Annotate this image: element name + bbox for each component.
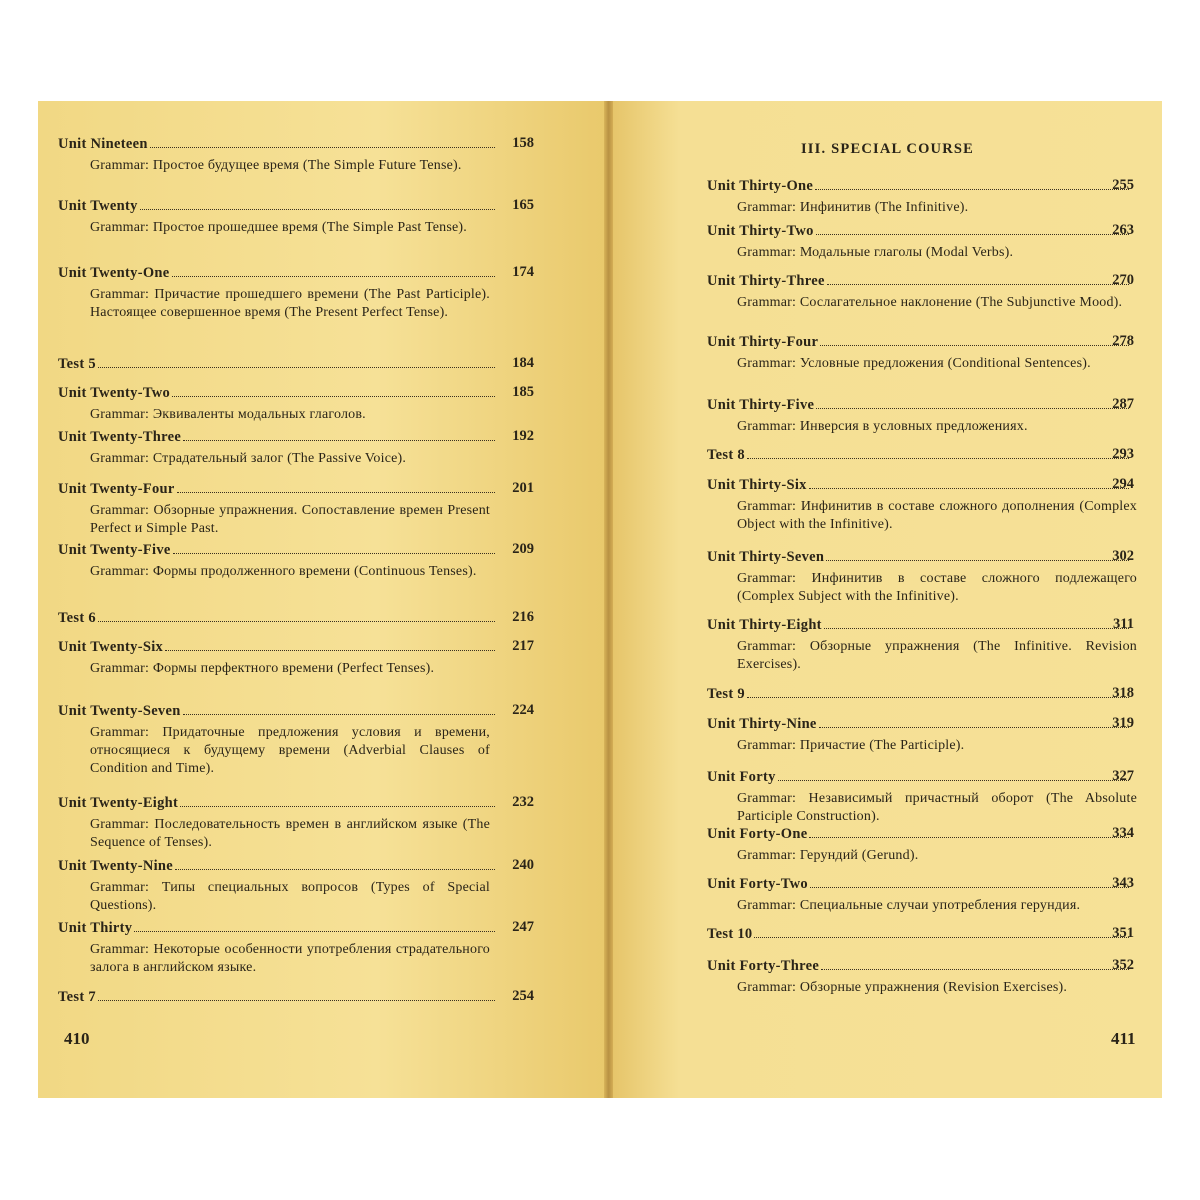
toc-entry — [58, 197, 548, 237]
toc-entry-grammar: Grammar: Инфинитив в составе сложного дополнения (Complex Object with the Infinitive). — [737, 499, 1137, 532]
toc-entry-line — [58, 794, 495, 814]
toc-entry — [58, 919, 548, 977]
toc-entry-title: Unit Thirty-Nine — [707, 716, 817, 732]
toc-entry — [707, 768, 1148, 826]
toc-entry-grammar: Grammar: Простое прошедшее время (The Simple Past Tense). — [90, 220, 467, 235]
toc-entry-title: Unit Thirty — [58, 920, 133, 936]
toc-entry — [58, 428, 548, 468]
toc-entry-title: Unit Twenty-Eight — [58, 795, 179, 811]
toc-entry-page-number: 270 — [1112, 272, 1134, 288]
toc-entry-grammar: Grammar: Придаточные предложения условия и времени, относящиеся к будущему времени (Adverbial Clauses of Condition and Time). — [90, 725, 490, 776]
left-page-number: 410 — [64, 1029, 90, 1048]
toc-entry — [58, 264, 548, 322]
toc-entry-title: Test 5 — [58, 356, 96, 372]
toc-entry-page-number: 184 — [512, 355, 534, 371]
toc-entry-page-number: 217 — [512, 638, 534, 654]
dot-leader — [173, 541, 495, 554]
dot-leader — [809, 476, 1129, 489]
toc-entry-title: Unit Thirty-Seven — [707, 549, 825, 565]
toc-entry-grammar: Grammar: Страдательный залог (The Passive Voice). — [90, 451, 407, 466]
toc-entry — [707, 333, 1148, 373]
toc-entry-page-number: 319 — [1112, 715, 1134, 731]
dot-leader — [819, 715, 1129, 728]
toc-entry — [58, 135, 548, 175]
dot-leader — [778, 768, 1129, 781]
toc-entry-line — [58, 135, 495, 155]
dot-leader — [165, 638, 495, 651]
dot-leader — [754, 925, 1129, 938]
toc-entry-line — [707, 272, 1129, 292]
dot-leader — [816, 222, 1129, 235]
toc-entry-page-number: 351 — [1112, 925, 1134, 941]
toc-entry-grammar: Grammar: Герундий (Gerund). — [737, 848, 919, 863]
toc-entry-line — [707, 616, 1129, 636]
toc-entry — [58, 541, 548, 581]
toc-entry-grammar: Grammar: Условные предложения (Conditional Sentences). — [737, 356, 1091, 371]
toc-entry-page-number: 263 — [1112, 222, 1134, 238]
toc-entry-line — [58, 197, 495, 217]
toc-entry-grammar: Grammar: Некоторые особенности употребления страдательного залога в английском языке. — [90, 942, 490, 975]
toc-entry-line — [707, 222, 1129, 242]
toc-entry-page-number: 165 — [512, 197, 534, 213]
toc-entry-line — [707, 715, 1129, 735]
toc-entry-line — [707, 768, 1129, 788]
dot-leader — [172, 264, 495, 277]
toc-entry-page-number: 201 — [512, 480, 534, 496]
dot-leader — [98, 988, 495, 1001]
toc-entry — [58, 857, 548, 915]
dot-leader — [824, 616, 1129, 629]
toc-entry — [707, 396, 1148, 436]
toc-entry-line — [707, 925, 1129, 945]
toc-entry-title: Unit Thirty-Four — [707, 334, 819, 350]
toc-entry — [707, 715, 1148, 755]
toc-entry-page-number: 334 — [1112, 825, 1134, 841]
toc-entry — [707, 825, 1148, 865]
toc-entry-page-number: 209 — [512, 541, 534, 557]
dot-leader — [827, 272, 1129, 285]
toc-entry-page-number: 232 — [512, 794, 534, 810]
toc-entry-title: Unit Forty-Two — [707, 876, 808, 892]
toc-entry-grammar: Grammar: Обзорные упражнения. Сопоставление времен Present Perfect и Simple Past. — [90, 503, 490, 536]
toc-entry-line — [58, 384, 495, 404]
toc-entry-page-number: 311 — [1113, 616, 1134, 632]
toc-entry — [58, 988, 548, 1008]
toc-entry-title: Unit Thirty-Five — [707, 397, 815, 413]
dot-leader — [140, 197, 495, 210]
dot-leader — [183, 428, 495, 441]
toc-entry — [707, 925, 1148, 945]
right-page-number: 411 — [1111, 1029, 1136, 1048]
toc-entry-line — [707, 446, 1129, 466]
toc-entry — [58, 384, 548, 424]
toc-entry-page-number: 327 — [1112, 768, 1134, 784]
dot-leader — [150, 135, 495, 148]
toc-entry-page-number: 185 — [512, 384, 534, 400]
toc-entry-grammar: Grammar: Эквиваленты модальных глаголов. — [90, 407, 366, 422]
toc-entry-line — [707, 333, 1129, 353]
dot-leader — [98, 355, 495, 368]
toc-entry-line — [58, 355, 495, 375]
toc-entry-page-number: 254 — [512, 988, 534, 1004]
dot-leader — [177, 480, 495, 493]
book-gutter — [604, 101, 613, 1098]
toc-entry-page-number: 174 — [512, 264, 534, 280]
toc-entry-grammar: Grammar: Причастие прошедшего времени (The Past Participle). Настоящее совершенное время (The Present Perfect Tense). — [90, 287, 490, 320]
toc-entry-line — [707, 875, 1129, 895]
dot-leader — [747, 685, 1129, 698]
toc-entry-title: Unit Forty-Three — [707, 958, 820, 974]
toc-entry-title: Unit Thirty-Six — [707, 477, 807, 493]
toc-entry — [707, 685, 1148, 705]
toc-entry — [707, 272, 1148, 312]
toc-entry-line — [58, 857, 495, 877]
section-heading: III. SPECIAL COURSE — [800, 141, 975, 157]
toc-entry-title: Test 9 — [707, 686, 745, 702]
toc-entry-title: Test 7 — [58, 989, 96, 1005]
toc-entry-grammar: Grammar: Инфинитив в составе сложного подлежащего (Complex Subject with the Infinitive). — [737, 571, 1137, 604]
toc-entry-line — [58, 428, 495, 448]
toc-entry-line — [707, 396, 1129, 416]
toc-entry-page-number: 352 — [1112, 957, 1134, 973]
toc-entry — [707, 177, 1148, 217]
dot-leader — [810, 875, 1129, 888]
toc-entry — [707, 875, 1148, 915]
toc-entry — [58, 480, 548, 538]
toc-entry — [707, 616, 1148, 674]
toc-entry-page-number: 158 — [512, 135, 534, 151]
toc-entry — [58, 794, 548, 852]
right-page — [613, 101, 1162, 1098]
toc-entry-title: Test 10 — [707, 926, 753, 942]
toc-entry-page-number: 302 — [1112, 548, 1134, 564]
toc-entry-line — [707, 957, 1129, 977]
toc-entry-line — [58, 638, 495, 658]
toc-entry-line — [58, 702, 495, 722]
toc-entry-title: Unit Twenty-Nine — [58, 858, 174, 874]
toc-entry-page-number: 343 — [1112, 875, 1134, 891]
toc-entry — [707, 446, 1148, 466]
dot-leader — [172, 384, 495, 397]
toc-entry-grammar: Grammar: Формы перфектного времени (Perfect Tenses). — [90, 661, 435, 676]
toc-entry-line — [58, 541, 495, 561]
dot-leader — [826, 548, 1129, 561]
toc-entry-line — [58, 480, 495, 500]
toc-entry — [707, 957, 1148, 997]
toc-entry-page-number: 294 — [1112, 476, 1134, 492]
toc-entry — [58, 609, 548, 629]
toc-entry-grammar: Grammar: Обзорные упражнения (The Infinitive. Revision Exercises). — [737, 639, 1137, 672]
toc-entry-title: Unit Nineteen — [58, 136, 148, 152]
toc-entry-grammar: Grammar: Причастие (The Participle). — [737, 738, 965, 753]
toc-entry-title: Unit Twenty-Two — [58, 385, 171, 401]
toc-entry-page-number: 318 — [1112, 685, 1134, 701]
toc-entry-title: Unit Twenty-Seven — [58, 703, 181, 719]
toc-entry-page-number: 293 — [1112, 446, 1134, 462]
toc-entry-grammar: Grammar: Специальные случаи употребления герундия. — [737, 898, 1081, 913]
dot-leader — [183, 702, 495, 715]
toc-entry — [58, 638, 548, 678]
toc-entry-title: Test 8 — [707, 447, 745, 463]
toc-entry-grammar: Grammar: Инверсия в условных предложениях. — [737, 419, 1028, 434]
toc-entry-page-number: 278 — [1112, 333, 1134, 349]
dot-leader — [180, 794, 495, 807]
toc-entry-title: Unit Twenty — [58, 198, 138, 214]
toc-entry-page-number: 247 — [512, 919, 534, 935]
toc-entry-grammar: Grammar: Простое будущее время (The Simple Future Tense). — [90, 158, 462, 173]
toc-entry — [58, 355, 548, 375]
dot-leader — [175, 857, 495, 870]
toc-entry-grammar: Grammar: Модальные глаголы (Modal Verbs). — [737, 245, 1014, 260]
toc-entry-title: Unit Twenty-One — [58, 265, 170, 281]
toc-entry-title: Unit Twenty-Four — [58, 481, 175, 497]
dot-leader — [98, 609, 495, 622]
toc-entry-grammar: Grammar: Инфинитив (The Infinitive). — [737, 200, 969, 215]
dot-leader — [821, 957, 1129, 970]
toc-entry-grammar: Grammar: Независимый причастный оборот (The Absolute Participle Construction). — [737, 791, 1137, 824]
toc-entry-grammar: Grammar: Типы специальных вопросов (Types of Special Questions). — [90, 880, 490, 913]
right-toc-entries — [613, 101, 1162, 1098]
left-page — [38, 101, 604, 1098]
toc-entry-grammar: Grammar: Формы продолженного времени (Continuous Tenses). — [90, 564, 477, 579]
toc-entry-grammar: Grammar: Обзорные упражнения (Revision Exercises). — [737, 980, 1068, 995]
dot-leader — [747, 446, 1129, 459]
toc-entry-page-number: 216 — [512, 609, 534, 625]
toc-entry — [707, 222, 1148, 262]
dot-leader — [815, 177, 1129, 190]
dot-leader — [820, 333, 1129, 346]
toc-entry — [707, 548, 1148, 606]
toc-entry-page-number: 255 — [1112, 177, 1134, 193]
toc-entry-title: Unit Thirty-One — [707, 178, 814, 194]
toc-entry — [707, 476, 1148, 534]
toc-entry-title: Test 6 — [58, 610, 96, 626]
toc-entry-page-number: 224 — [512, 702, 534, 718]
toc-entry-line — [58, 919, 495, 939]
toc-entry-line — [58, 264, 495, 284]
toc-entry-title: Unit Forty — [707, 769, 776, 785]
toc-entry-title: Unit Twenty-Six — [58, 639, 164, 655]
toc-entry-line — [707, 476, 1129, 496]
toc-entry-page-number: 287 — [1112, 396, 1134, 412]
toc-entry-line — [707, 548, 1129, 568]
left-toc-entries — [38, 101, 604, 1098]
toc-entry-page-number: 192 — [512, 428, 534, 444]
toc-entry-title: Unit Forty-One — [707, 826, 808, 842]
toc-entry-page-number: 240 — [512, 857, 534, 873]
dot-leader — [816, 396, 1129, 409]
toc-entry-line — [58, 988, 495, 1008]
toc-entry-grammar: Grammar: Сослагательное наклонение (The Subjunctive Mood). — [737, 295, 1123, 310]
toc-entry-title: Unit Twenty-Three — [58, 429, 182, 445]
toc-entry-title: Unit Twenty-Five — [58, 542, 171, 558]
toc-entry-line — [58, 609, 495, 629]
dot-leader — [134, 919, 495, 932]
toc-entry-line — [707, 177, 1129, 197]
toc-entry-grammar: Grammar: Последовательность времен в английском языке (The Sequence of Tenses). — [90, 817, 490, 850]
toc-entry-title: Unit Thirty-Three — [707, 273, 825, 289]
toc-entry-title: Unit Thirty-Two — [707, 223, 814, 239]
toc-entry-title: Unit Thirty-Eight — [707, 617, 822, 633]
toc-entry-line — [707, 825, 1129, 845]
book-spread — [38, 101, 1162, 1098]
toc-entry-line — [707, 685, 1129, 705]
toc-entry — [58, 702, 548, 778]
dot-leader — [809, 825, 1129, 838]
